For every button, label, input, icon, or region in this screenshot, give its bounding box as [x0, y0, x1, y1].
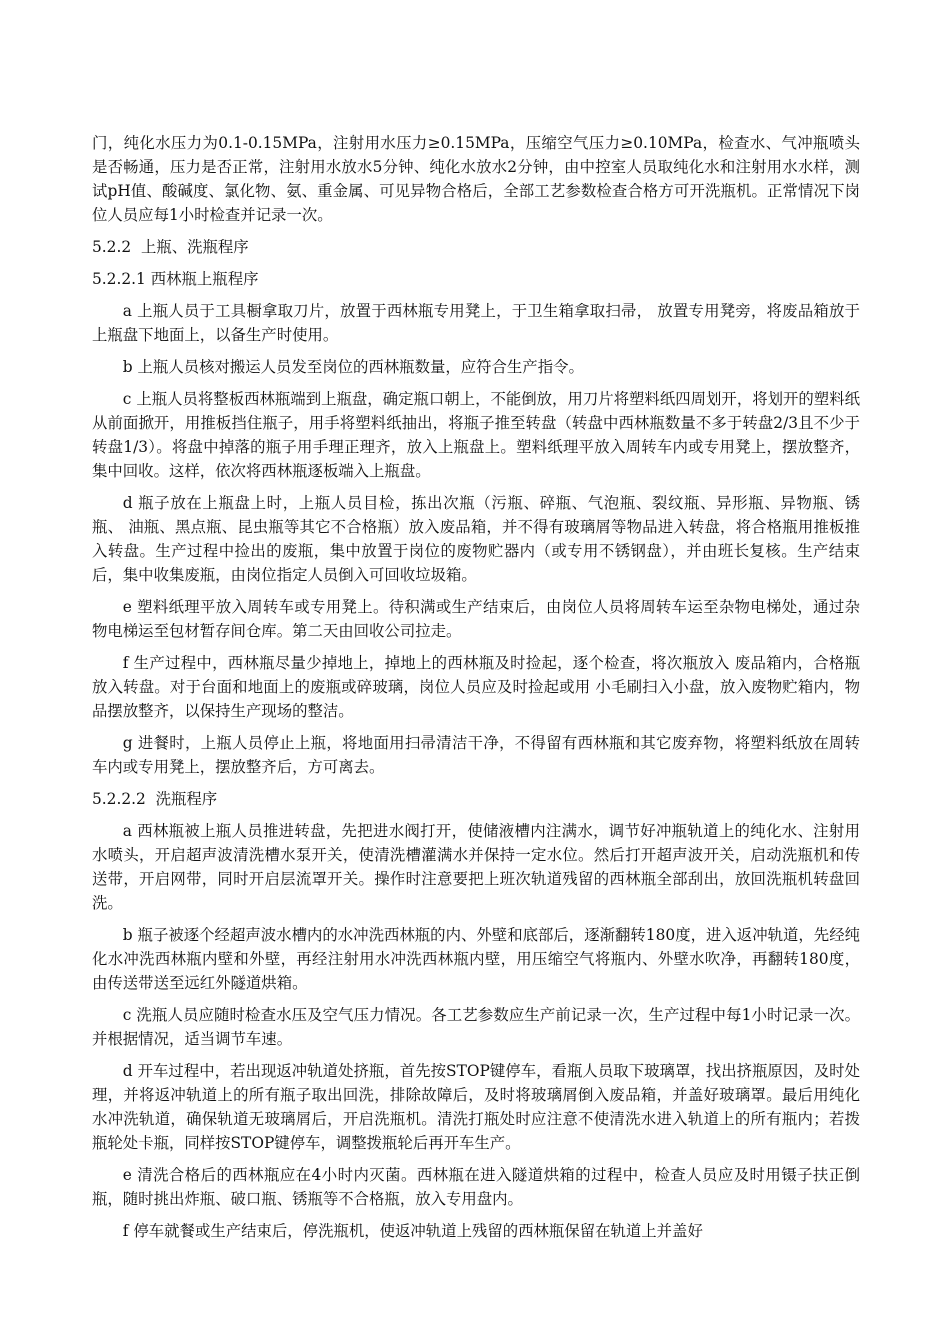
section-heading-5-2-2-2: 5.2.2.2 洗瓶程序: [92, 790, 218, 808]
document-page: [92, 131, 860, 1251]
wash-item-d: d 开车过程中，若出现返冲轨道处挤瓶，首先按STOP键停车，看瓶人员取下玻璃罩，找出挤瓶原因，及时处理，并将返冲轨道上的所有瓶子取出回洗，排除故障后，及时将玻璃屑倒入废品箱，并盖好玻璃罩。最后用纯化水冲洗轨道，确保轨道无玻璃屑后，开启洗瓶机。清洗打瓶处时应注意不使清洗水进入轨道上的所有瓶内；若拨瓶轮处卡瓶，同样按STOP键停车，调整拨瓶轮后再开车生产。: [92, 1062, 860, 1152]
list-item-c: c 上瓶人员将整板西林瓶端到上瓶盘，确定瓶口朝上，不能倒放，用刀片将塑料纸四周划开，将划开的塑料纸从前面掀开，用推板挡住瓶子，用手将塑料纸抽出，将瓶子推至转盘（转盘中西林瓶数量不多于转盘2/3且不少于转盘1/3）。将盘中掉落的瓶子用手理正理齐，放入上瓶盘上。塑料纸理平放入周转车内或专用凳上，摆放整齐，集中回收。这样，依次将西林瓶逐板端入上瓶盘。: [92, 390, 860, 480]
wash-item-b: b 瓶子被逐个经超声波水槽内的水冲洗西林瓶的内、外壁和底部后，逐渐翻转180度，进入返冲轨道，先经纯化水冲洗西林瓶内壁和外壁，再经注射用水冲洗西林瓶内壁，用压缩空气将瓶内、外壁水吹净，再翻转180度，由传送带送至远红外隧道烘箱。: [92, 926, 860, 992]
list-item-b: b 上瓶人员核对搬运人员发至岗位的西林瓶数量，应符合生产指令。: [122, 358, 584, 376]
wash-item-f: f 停车就餐或生产结束后，停洗瓶机，使返冲轨道上残留的西林瓶保留在轨道上并盖好: [122, 1222, 703, 1240]
list-item-e: e 塑料纸理平放入周转车或专用凳上。待积满或生产结束后，由岗位人员将周转车运至杂物电梯处，通过杂物电梯运至包材暂存间仓库。第二天由回收公司拉走。: [92, 598, 860, 640]
list-item-f: f 生产过程中，西林瓶尽量少掉地上，掉地上的西林瓶及时捡起，逐个检查，将次瓶放入 废品箱内，合格瓶放入转盘。对于台面和地面上的废瓶或碎玻璃，岗位人员应及时捡起或用 小毛刷扫入小盘，放入废物贮箱内，物品摆放整齐，以保持生产现场的整洁。: [92, 654, 860, 720]
list-item-g: g 进餐时，上瓶人员停止上瓶，将地面用扫帚清洁干净，不得留有西林瓶和其它废弃物，将塑料纸放在周转车内或专用凳上，摆放整齐后，方可离去。: [92, 734, 860, 776]
section-heading-5-2-2: 5.2.2 上瓶、洗瓶程序: [92, 238, 249, 256]
wash-item-a: a 西林瓶被上瓶人员推进转盘，先把进水阀打开，使储液槽内注满水，调节好冲瓶轨道上的纯化水、注射用水喷头，开启超声波清洗槽水泵开关，使清洗槽灌满水并保持一定水位。然后打开超声波开关，启动洗瓶机和传送带，开启网带，同时开启层流罩开关。操作时注意要把上班次轨道残留的西林瓶全部刮出，放回洗瓶机转盘回洗。: [92, 822, 860, 912]
list-item-d: d 瓶子放在上瓶盘上时，上瓶人员目检，拣出次瓶（污瓶、碎瓶、气泡瓶、裂纹瓶、异形瓶、异物瓶、锈瓶、 油瓶、黑点瓶、昆虫瓶等其它不合格瓶）放入废品箱，并不得有玻璃屑等物品进入转盘，将合格瓶用推板推入转盘。生产过程中捡出的废瓶，集中放置于岗位的废物贮器内（或专用不锈钢盘），并由班长复核。生产结束后，集中收集废瓶，由岗位指定人员倒入可回收垃圾箱。: [92, 494, 860, 584]
wash-item-e: e 清洗合格后的西林瓶应在4小时内灭菌。西林瓶在进入隧道烘箱的过程中，检查人员应及时用镊子扶正倒瓶，随时挑出炸瓶、破口瓶、锈瓶等不合格瓶，放入专用盘内。: [92, 1166, 860, 1208]
list-item-a: a 上瓶人员于工具橱拿取刀片，放置于西林瓶专用凳上，于卫生箱拿取扫帚， 放置专用凳旁，将废品箱放于上瓶盘下地面上，以备生产时使用。: [92, 302, 860, 344]
paragraph-intro: 门，纯化水压力为0.1-0.15MPa，注射用水压力≥0.15MPa，压缩空气压力≥0.10MPa，检查水、气冲瓶喷头是否畅通，压力是否正常，注射用水放水5分钟、纯化水放水2分钟，由中控室人员取纯化水和注射用水水样，测试pH值、酸碱度、氯化物、氨、重金属、可见异物合格后，全部工艺参数检查合格方可开洗瓶机。正常情况下岗位人员应每1小时检查并记录一次。: [92, 134, 860, 224]
section-heading-5-2-2-1: 5.2.2.1 西林瓶上瓶程序: [92, 270, 259, 288]
wash-item-c: c 洗瓶人员应随时检查水压及空气压力情况。各工艺参数应生产前记录一次，生产过程中每1小时记录一次。并根据情况，适当调节车速。: [92, 1006, 860, 1048]
